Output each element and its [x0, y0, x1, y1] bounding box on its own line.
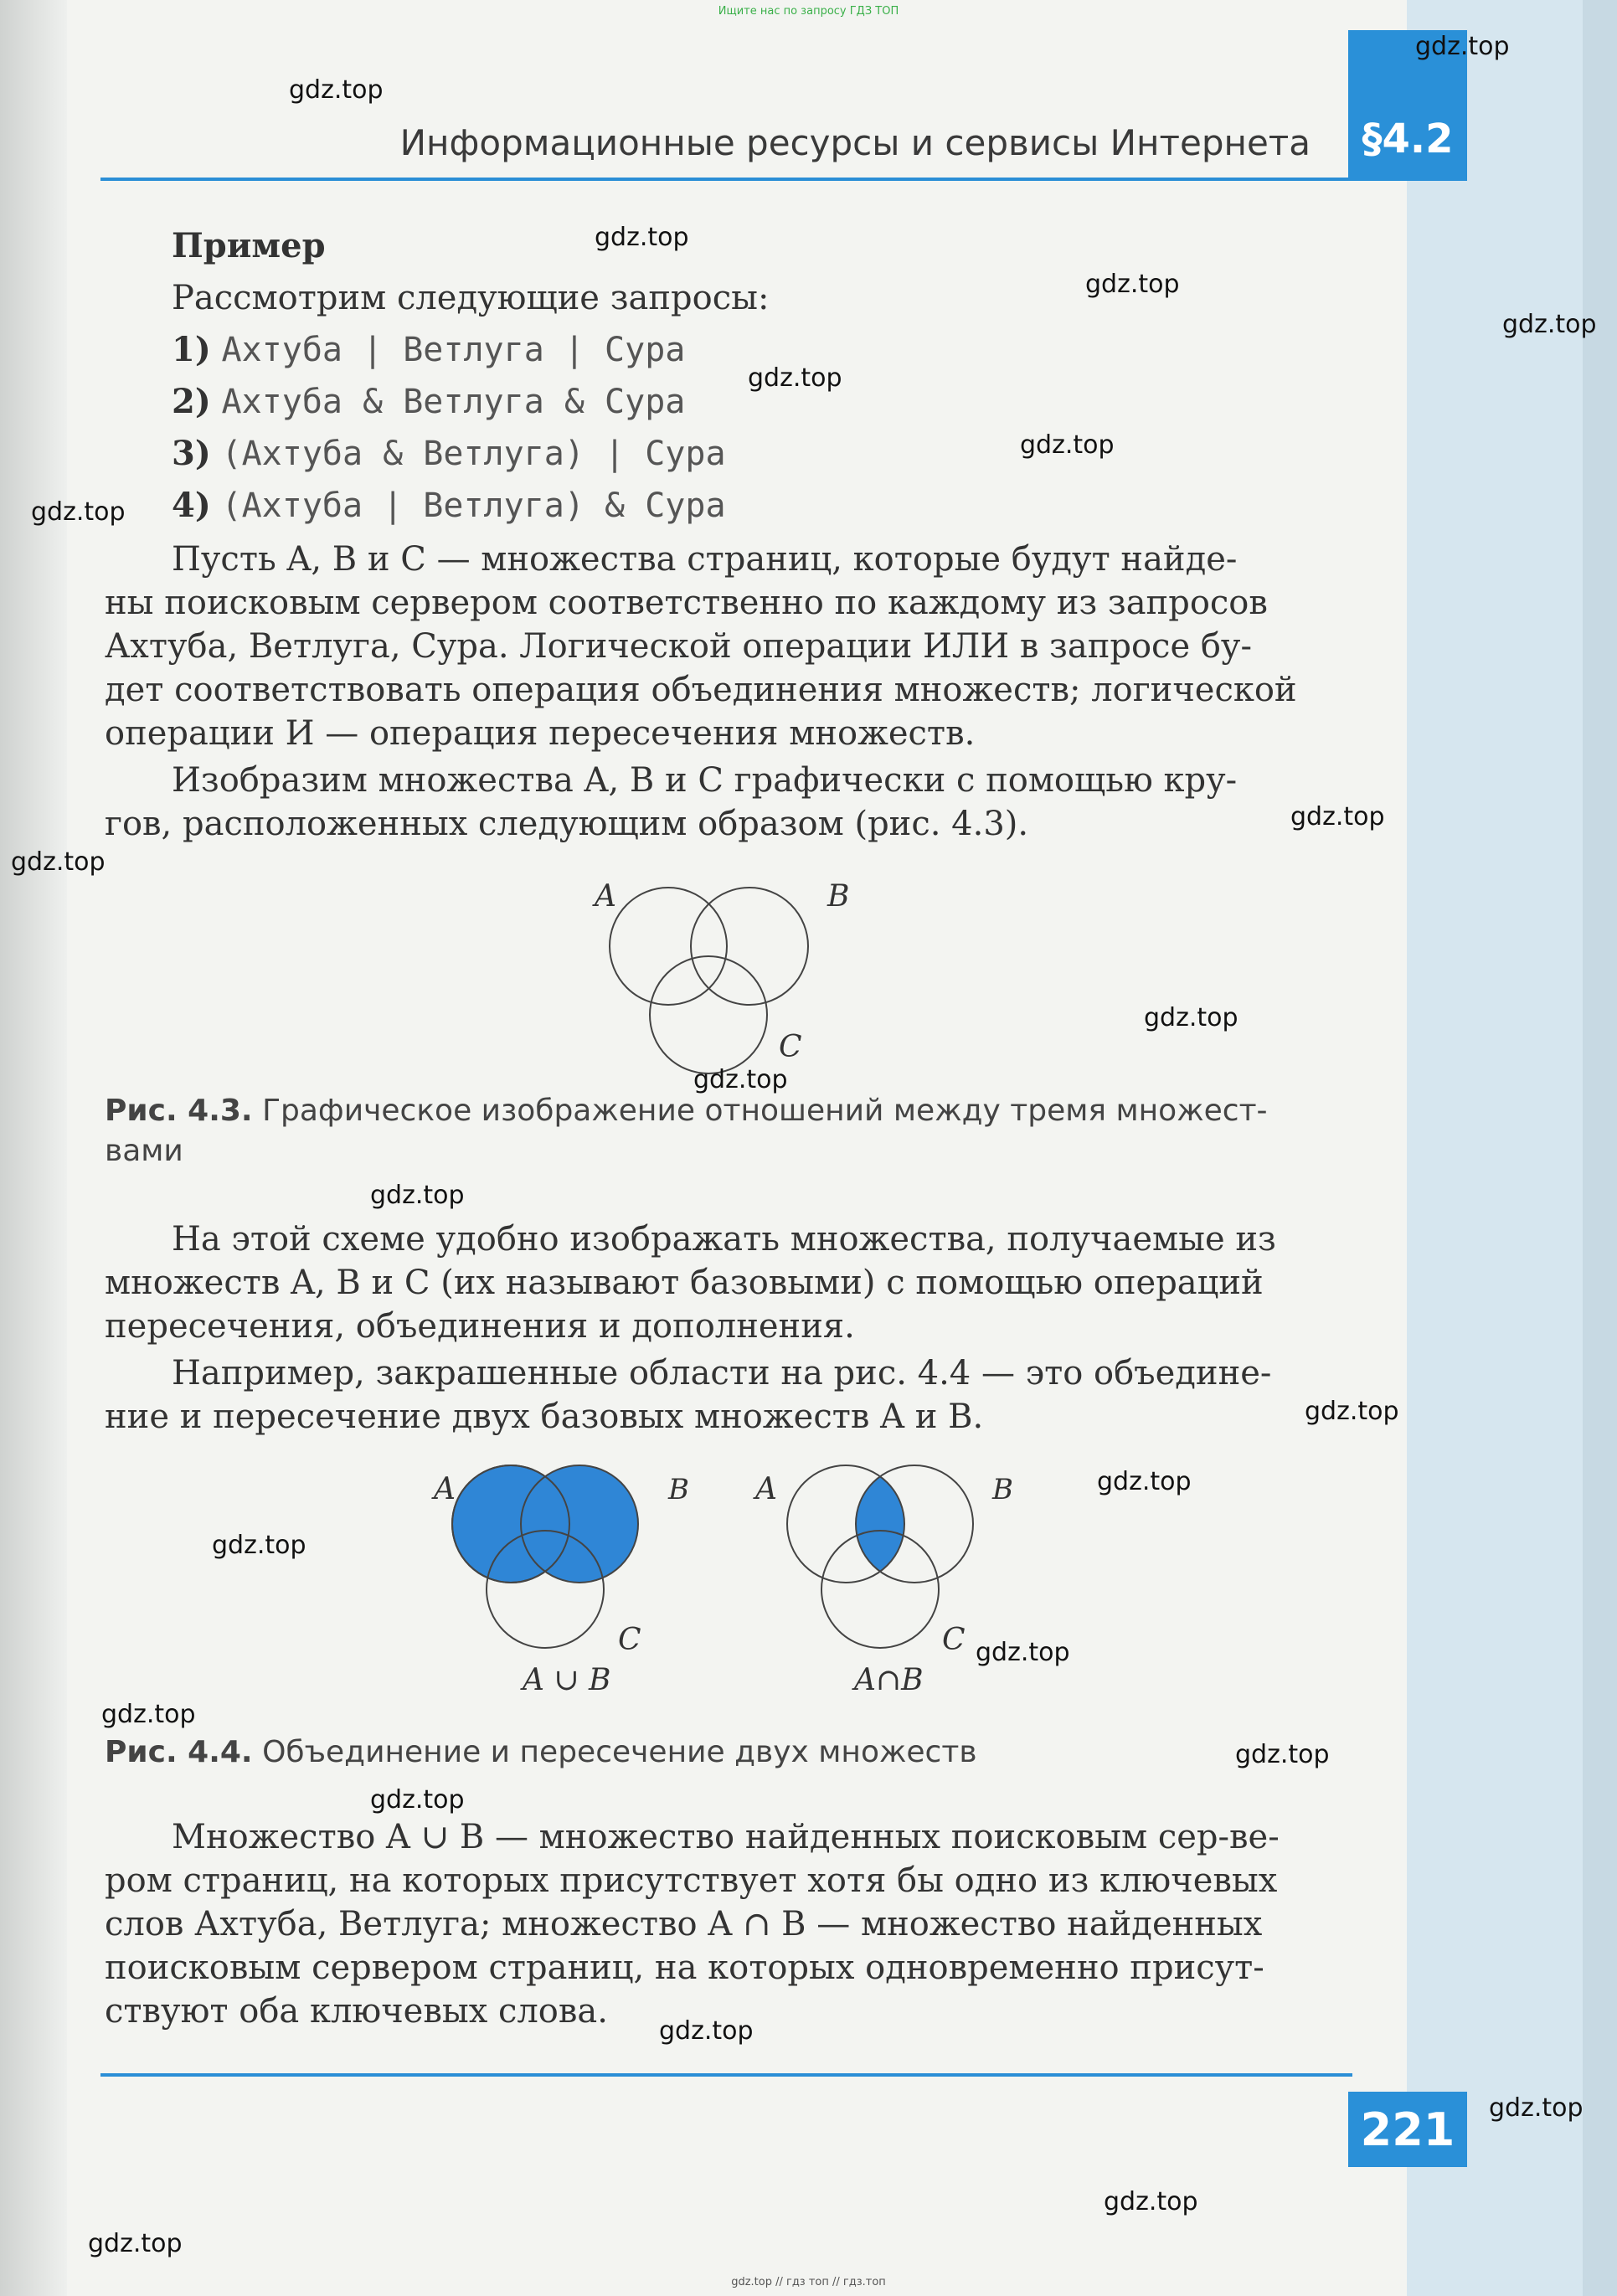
header-rule: [100, 178, 1352, 181]
paragraph-line: Множество A ∪ B — множество найденных поисковым сер-ве-: [172, 1818, 1280, 1856]
query-item: [172, 380, 685, 424]
query-number: 1): [172, 330, 211, 369]
query-item: [172, 484, 726, 528]
set-c-circle: [650, 956, 767, 1073]
watermark: gdz.top: [212, 1531, 306, 1560]
venn-intersection-diagram: [754, 1449, 1022, 1708]
right-margin-band: [1407, 0, 1583, 2296]
book-spine: [0, 0, 67, 2296]
label-c: C: [779, 1030, 802, 1064]
watermark: gdz.top: [11, 847, 106, 877]
watermark: gdz.top: [101, 1700, 196, 1729]
paragraph-line: гов, расположенных следующим образом (рис. 4.3).: [105, 805, 1029, 843]
watermark: gdz.top: [1020, 430, 1115, 460]
watermark: gdz.top: [1144, 1003, 1238, 1032]
watermark: gdz.top: [289, 75, 384, 105]
query-text: Ахтуба & Ветлуга & Сура: [221, 383, 686, 421]
union-label-a: A: [434, 1472, 456, 1506]
intersection-label-c: C: [942, 1623, 966, 1657]
paragraph-line: слов Ахтуба, Ветлуга; множество A ∩ B — множество найденных: [105, 1905, 1263, 1943]
figure-caption: [105, 1094, 1268, 1128]
watermark: gdz.top: [976, 1638, 1070, 1667]
watermark: gdz.top: [748, 363, 842, 393]
paragraph-line: ны поисковым сервером соответственно по каждому из запросов: [105, 584, 1268, 622]
query-text: (Ахтуба & Ветлуга) | Сура: [221, 435, 726, 473]
query-number: 3): [172, 434, 211, 473]
paragraph-line: ром страниц, на которых присутствует хотя бы одно из ключевых: [105, 1861, 1278, 1900]
watermark: gdz.top: [595, 223, 689, 252]
query-item: [172, 432, 726, 476]
paragraph-line: ние и пересечение двух базовых множеств A и B.: [105, 1398, 984, 1436]
watermark: gdz.top: [1235, 1740, 1330, 1769]
paragraph-line: поисковым сервером страниц, на которых одновременно присут-: [105, 1949, 1264, 1987]
query-text: Ахтуба | Ветлуга | Сура: [221, 331, 686, 369]
figure-caption-cont: вами: [105, 1134, 183, 1168]
page-number: 221: [1360, 2103, 1455, 2156]
union-b-circle: [521, 1465, 638, 1583]
paragraph-line: На этой схеме удобно изображать множества, получаемые из: [172, 1220, 1276, 1259]
set-b-circle: [691, 888, 808, 1005]
union-label-b: B: [668, 1473, 689, 1506]
top-note[interactable]: Ищите нас по запросу ГДЗ ТОП: [718, 5, 899, 18]
section-number: §4.2: [1362, 116, 1454, 162]
intersection-label-b: B: [992, 1473, 1013, 1506]
figure-caption-text: Объединение и пересечение двух множеств: [262, 1735, 977, 1769]
figure-caption: [105, 1735, 977, 1769]
paragraph-line: Ахтуба, Ветлуга, Сура. Логической операции ИЛИ в запросе бу-: [105, 627, 1252, 666]
query-item: [172, 328, 685, 372]
paragraph-line: операции И — операция пересечения множеств.: [105, 714, 976, 753]
watermark: gdz.top: [1104, 2187, 1198, 2216]
example-intro: Рассмотрим следующие запросы:: [172, 279, 770, 317]
page-header-title: Информационные ресурсы и сервисы Интернета: [399, 122, 1311, 163]
watermark: gdz.top: [370, 1181, 465, 1210]
watermark: gdz.top: [88, 2229, 183, 2258]
paragraph-line: дет соответствовать операция объединения множеств; логической: [105, 671, 1297, 709]
intersection-caption: A∩B: [854, 1663, 924, 1697]
watermark: gdz.top: [1305, 1397, 1399, 1426]
watermark: gdz.top: [1502, 310, 1597, 339]
union-label-c: C: [618, 1623, 641, 1657]
paragraph-line: множеств A, B и C (их называют базовыми) с помощью операций: [105, 1264, 1264, 1302]
intersection-label-a: A: [755, 1472, 777, 1506]
watermark: gdz.top: [1085, 270, 1180, 299]
label-b: B: [827, 879, 850, 914]
watermark: gdz.top: [31, 497, 126, 527]
watermark: gdz.top: [659, 2016, 754, 2046]
set-a-circle: [610, 888, 727, 1005]
page-number-tab: [1348, 2092, 1467, 2167]
footer-rule: [100, 2073, 1352, 2077]
watermark: gdz.top: [370, 1785, 465, 1815]
paragraph-line: Например, закрашенные области на рис. 4.4 — это объедине-: [172, 1354, 1272, 1393]
query-text: (Ахтуба | Ветлуга) & Сура: [221, 486, 726, 525]
paragraph-line: Пусть A, B и C — множества страниц, которые будут найде-: [172, 540, 1238, 579]
venn-union-diagram: [419, 1449, 687, 1708]
venn-diagram-three-sets: [569, 871, 921, 1072]
figure-label: Рис. 4.4.: [105, 1735, 253, 1769]
paragraph-line: пересечения, объединения и дополнения.: [105, 1307, 855, 1346]
paragraph-line: ствуют оба ключевых слова.: [105, 1992, 608, 2031]
paragraph-line: Изобразим множества A, B и C графически с помощью кру-: [172, 761, 1238, 800]
union-caption: A ∪ B: [523, 1663, 611, 1697]
query-number: 2): [172, 382, 211, 421]
watermark: gdz.top: [1489, 2093, 1584, 2123]
figure-caption-text: Графическое изображение отношений между тремя множест-: [262, 1094, 1268, 1128]
watermark: gdz.top: [1097, 1467, 1192, 1496]
watermark: gdz.top: [1415, 32, 1510, 61]
watermark: gdz.top: [1290, 802, 1385, 831]
example-heading: Пример: [172, 226, 326, 265]
query-number: 4): [172, 486, 211, 525]
label-a: A: [595, 879, 616, 914]
figure-label: Рис. 4.3.: [105, 1094, 253, 1128]
bottom-note[interactable]: gdz.top // гдз топ // гдз.топ: [731, 2276, 886, 2288]
page-edge: [1583, 0, 1617, 2296]
watermark: gdz.top: [693, 1065, 788, 1094]
